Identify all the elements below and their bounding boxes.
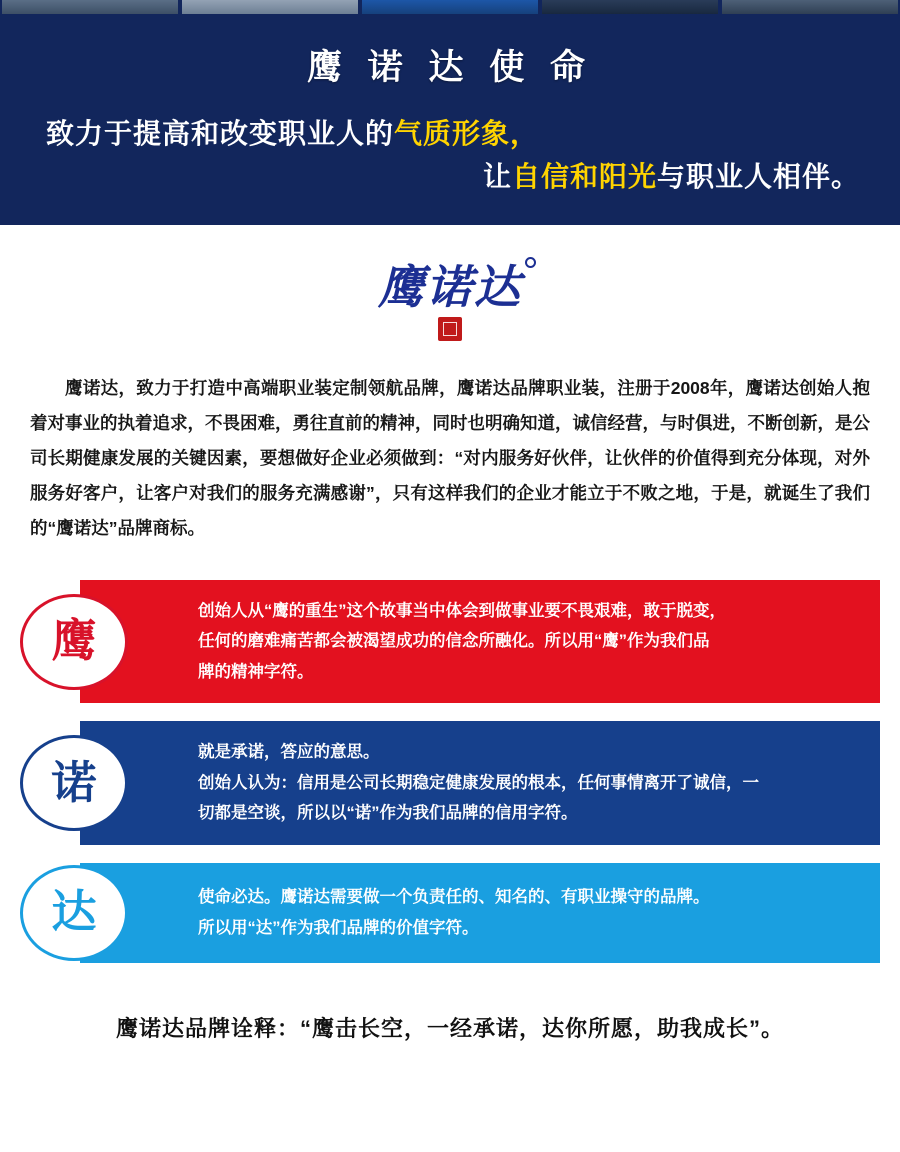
mission-line-2-suffix: 与职业人相伴。 [656,161,860,193]
intro-paragraph: 鹰诺达，致力于打造中高端职业装定制领航品牌，鹰诺达品牌职业装，注册于2008年，鹰诺达创始人抱着对事业的执着追求，不畏困难，勇往直前的精神，同时也明确知道，诚信经营，与时俱进，不断创新，是公司长期健康发展的关键因素，要想做好企业必须做到：“对内服务好伙伴，让伙伴的价值得到充分体现，对外服务好客户，让客户对我们的服务充满感谢”，只有这样我们的企业才能立于不败之地，于是，就诞生了我们的“鹰诺达”品牌商标。 [30,377,870,538]
character-block-da [20,863,880,963]
character-blocks [20,580,880,963]
photo-strip [0,0,900,14]
character-body-ying-line-1: 创始人从“鹰的重生”这个故事当中体会到做事业要不畏艰难，敢于脱变， [198,601,726,620]
character-body-ying [80,580,880,704]
character-body-da-line-1: 使命必达。鹰诺达需要做一个负责任的、知名的、有职业操守的品牌。 [198,888,710,907]
logo-circle-icon [525,257,536,268]
brand-logo-text: 鹰诺达 [378,261,522,313]
logo-seal-icon [438,317,462,341]
character-badge-nuo [20,735,128,831]
photo-thumb-3 [362,0,538,14]
character-badge-da-label: 达 [51,887,97,938]
mission-banner [0,14,900,225]
character-body-da-line-2: 所以用“达”作为我们品牌的价值字符。 [198,918,479,937]
character-badge-nuo-label: 诺 [51,757,97,808]
character-body-da [80,863,880,963]
character-body-ying-line-2: 任何的磨难痛苦都会被渴望成功的信念所融化。所以用“鹰”作为我们品 [198,632,710,651]
character-badge-da [20,865,128,961]
mission-line-1-highlight: 气质形象， [394,118,540,149]
character-body-nuo-line-2: 创始人认为：信用是公司长期稳定健康发展的根本，任何事情离开了诚信，一 [198,773,759,792]
brand-slogan: 鹰诺达品牌诠释：“鹰击长空，一经承诺，达你所愿，助我成长”。 [115,1015,784,1041]
character-block-nuo [20,721,880,845]
photo-thumb-5 [722,0,898,14]
character-body-ying-line-3: 牌的精神字符。 [198,662,314,681]
mission-line-2-prefix: 让 [482,161,512,193]
character-badge-ying-label: 鹰 [51,616,97,667]
character-body-nuo-line-3: 切都是空谈，所以以“诺”作为我们品牌的信用字符。 [198,804,578,823]
character-body-nuo-line-1: 就是承诺，答应的意思。 [198,743,380,762]
character-block-ying [20,580,880,704]
photo-thumb-4 [542,0,718,14]
character-body-nuo [80,721,880,845]
mission-line-1 [30,112,870,155]
photo-thumb-1 [2,0,178,14]
mission-title: 鹰 诺 达 使 命 [307,48,593,87]
photo-thumb-2 [182,0,358,14]
character-badge-ying [20,594,128,690]
brand-logo [368,261,532,345]
brand-logo-area [0,225,900,359]
mission-line-1-text: 致力于提高和改变职业人的 [46,118,395,149]
mission-line-2-highlight: 自信和阳光 [511,161,657,193]
mission-line-2 [30,155,870,198]
